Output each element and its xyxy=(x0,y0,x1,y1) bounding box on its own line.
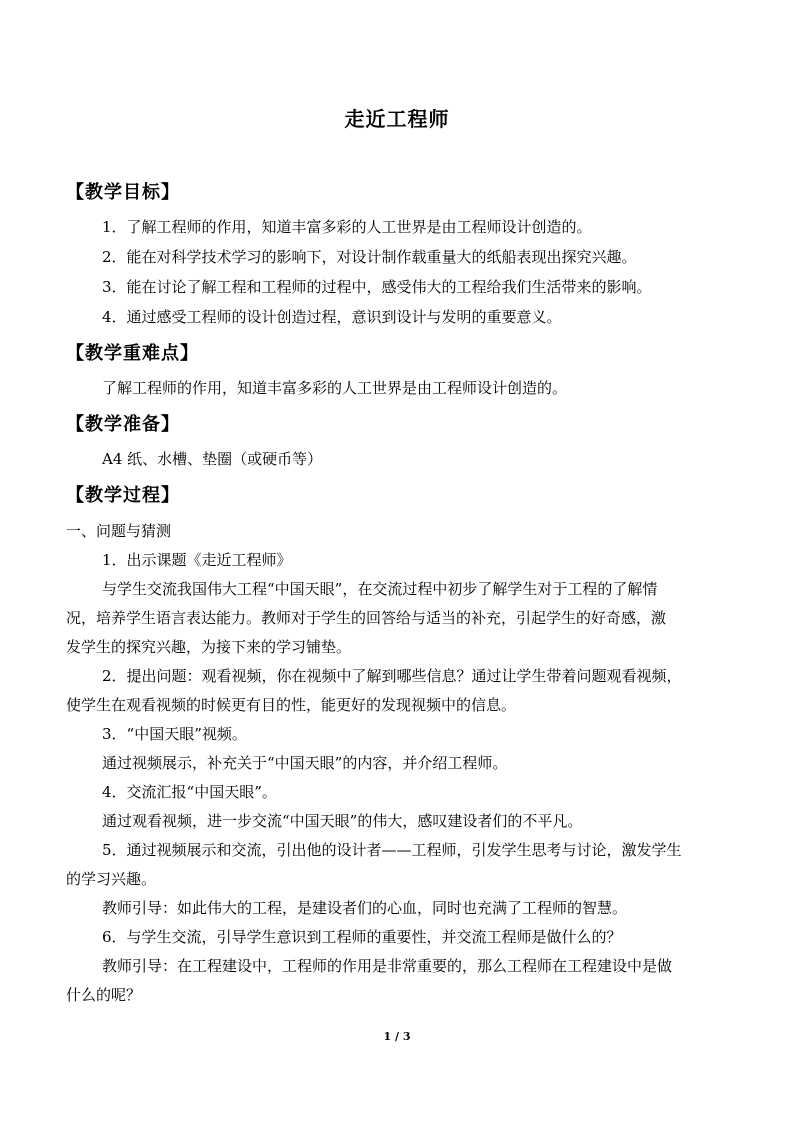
process-line: 3．“中国天眼”视频。 xyxy=(102,725,247,743)
objective-item: 2．能在对科学技术学习的影响下，对设计制作载重量大的纸船表现出探究兴趣。 xyxy=(102,248,637,266)
process-line: 一、问题与猜测 xyxy=(66,522,172,540)
objective-item: 4．通过感受工程师的设计创造过程，意识到设计与发明的重要意义。 xyxy=(102,308,562,326)
process-line: 4．交流汇报“中国天眼”。 xyxy=(102,783,277,801)
process-line: 教师引导：在工程建设中，工程师的作用是非常重要的，那么工程师在工程建设中是做 xyxy=(102,957,673,975)
process-heading: 【教学过程】 xyxy=(66,485,180,506)
process-line: 什么的呢？ xyxy=(66,986,142,1004)
objectives-heading: 【教学目标】 xyxy=(66,182,180,203)
process-line: 使学生在观看视频的时候更有目的性，能更好的发现视频中的信息。 xyxy=(66,696,517,714)
process-line: 2．提出问题：观看视频，你在视频中了解到哪些信息？通过让学生带着问题观看视频， xyxy=(102,667,682,685)
process-line: 通过观看视频，进一步交流“中国天眼”的伟大，感叹建设者们的不平凡。 xyxy=(102,812,583,830)
objective-item: 3．能在讨论了解工程和工程师的过程中，感受伟大的工程给我们生活带来的影响。 xyxy=(102,278,652,296)
key-points-heading: 【教学重难点】 xyxy=(66,343,199,364)
page-title: 走近工程师 xyxy=(344,107,450,131)
process-line: 发学生的探究兴趣，为接下来的学习铺垫。 xyxy=(66,638,352,656)
preparation-heading: 【教学准备】 xyxy=(66,414,180,435)
objective-item: 1．了解工程师的作用，知道丰富多彩的人工世界是由工程师设计创造的。 xyxy=(102,218,592,236)
preparation-text: A4 纸、水槽、垫圈（或硬币等） xyxy=(102,450,323,468)
process-line: 1．出示课题《走近工程师》 xyxy=(102,551,292,569)
process-line: 教师引导：如此伟大的工程，是建设者们的心血，同时也充满了工程师的智慧。 xyxy=(102,899,628,917)
process-line: 通过视频展示，补充关于“中国天眼”的内容，并介绍工程师。 xyxy=(102,754,508,772)
process-line: 与学生交流我国伟大工程“中国天眼”，在交流过程中初步了解学生对于工程的了解情 xyxy=(102,580,658,598)
process-line: 5．通过视频展示和交流，引出他的设计者——工程师，引发学生思考与讨论，激发学生 xyxy=(102,841,682,859)
process-line: 况，培养学生语言表达能力。教师对于学生的回答给与适当的补充，引起学生的好奇感，激 xyxy=(66,609,667,627)
page-number: 1 / 3 xyxy=(383,1030,411,1043)
key-points-text: 了解工程师的作用，知道丰富多彩的人工世界是由工程师设计创造的。 xyxy=(102,379,568,397)
process-line: 的学习兴趣。 xyxy=(66,870,157,888)
process-line: 6．与学生交流，引导学生意识到工程师的重要性，并交流工程师是做什么的？ xyxy=(102,928,622,946)
